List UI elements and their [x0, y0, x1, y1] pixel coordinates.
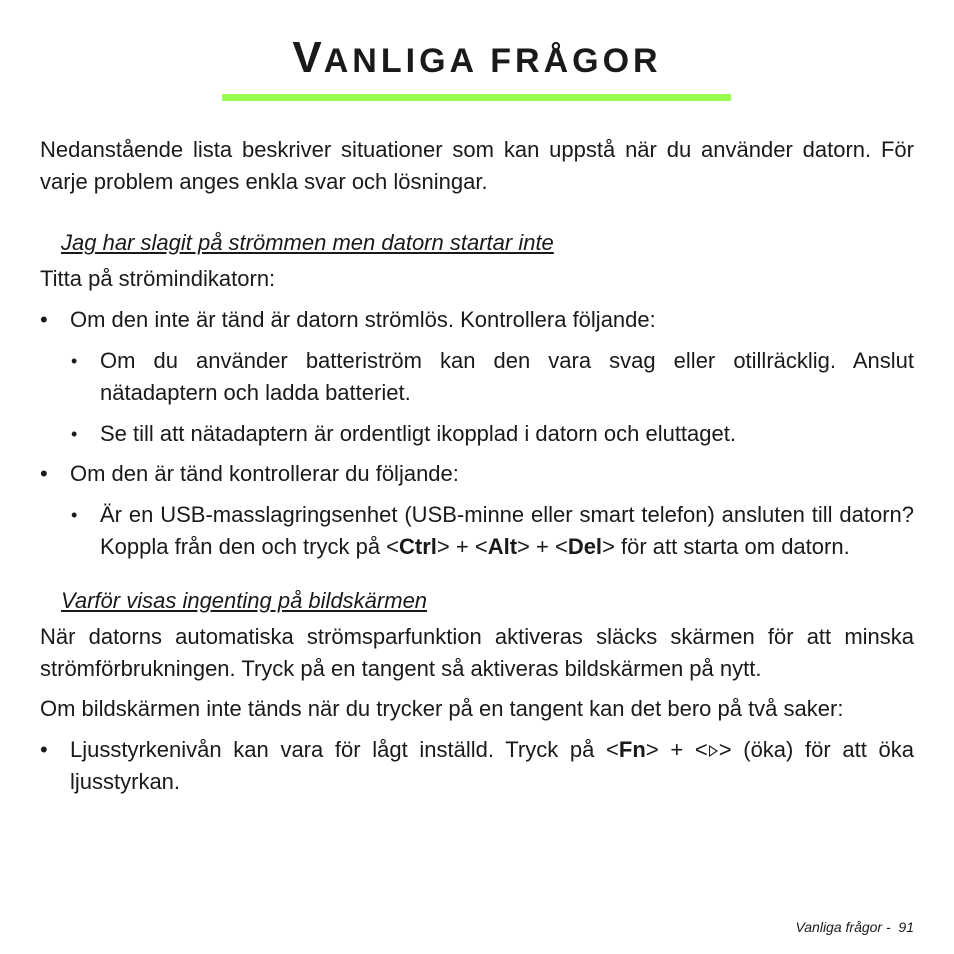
text-part: > för att starta om datorn.: [602, 534, 850, 559]
sub-list-item: [40, 418, 914, 450]
text-part: > + <: [645, 737, 708, 762]
text-part: Är en USB-masslagringsenhet (USB-minne eller smart telefon) ansluten till datorn? Koppla från den och tryck på <: [100, 502, 914, 559]
page-title-rest: ANLIGA FRÅGOR: [323, 42, 662, 80]
text-part: > + <: [517, 534, 568, 559]
text-part: > + <: [436, 534, 488, 559]
text-part: > (öka) för att öka ljusstyrkan.: [70, 737, 914, 794]
key-fn: Fn: [618, 737, 646, 762]
section2-paragraph: När datorns automatiska strömsparfunktion aktiveras släcks skärmen för att minska strömförbrukningen. Tryck på en tangent så aktiveras bildskärmen på nytt.: [40, 624, 914, 681]
section1-lead: Titta på strömindikatorn:: [40, 266, 276, 291]
section2-heading: Varför visas ingenting på bildskärmen: [61, 588, 428, 613]
key-alt: Alt: [487, 534, 518, 559]
page-title-initial: V: [292, 33, 324, 82]
bullet-icon: •: [71, 505, 78, 525]
sub-item-text: Om du använder batteriström kan den vara svag eller otillräcklig. Anslut nätadaptern och ladda batteriet.: [100, 348, 914, 405]
sub-item-text: [100, 502, 914, 559]
bullet-icon: •: [71, 351, 78, 371]
page-number: 91: [898, 919, 914, 935]
section1-heading: Jag har slagit på strömmen men datorn startar inte: [61, 230, 554, 255]
list-item: [40, 458, 914, 490]
bullet-text: [70, 737, 914, 794]
bullet-icon: •: [40, 307, 48, 332]
bullet-icon: •: [40, 461, 48, 486]
main-content: [40, 134, 914, 798]
bullet-text: Om den är tänd kontrollerar du följande:: [70, 461, 459, 486]
section2-paragraph: Om bildskärmen inte tänds när du trycker på en tangent kan det bero på två saker:: [40, 696, 844, 721]
list-item: [40, 734, 914, 798]
key-del: Del: [567, 534, 603, 559]
key-ctrl: Ctrl: [399, 534, 437, 559]
intro-paragraph: Nedanstående lista beskriver situationer som kan uppstå när du använder datorn. För varje problem anges enkla svar och lösningar.: [40, 137, 914, 194]
bullet-text: Om den inte är tänd är datorn strömlös. Kontrollera följande:: [70, 307, 656, 332]
footer-label: Vanliga frågor -: [795, 919, 891, 935]
brightness-up-triangle-icon: [709, 745, 718, 757]
list-item: [40, 304, 914, 336]
sub-list-item: [40, 345, 914, 409]
bullet-icon: •: [71, 424, 78, 444]
title-underline-bar: [222, 94, 731, 101]
sub-list-item: [40, 499, 914, 563]
text-part: Ljusstyrkenivån kan vara för lågt inställd. Tryck på <: [70, 737, 619, 762]
sub-item-text: Se till att nätadaptern är ordentligt ikopplad i datorn och eluttaget.: [100, 421, 736, 446]
page-footer: [795, 919, 914, 935]
page-title: [0, 30, 954, 89]
bullet-icon: •: [40, 737, 48, 762]
